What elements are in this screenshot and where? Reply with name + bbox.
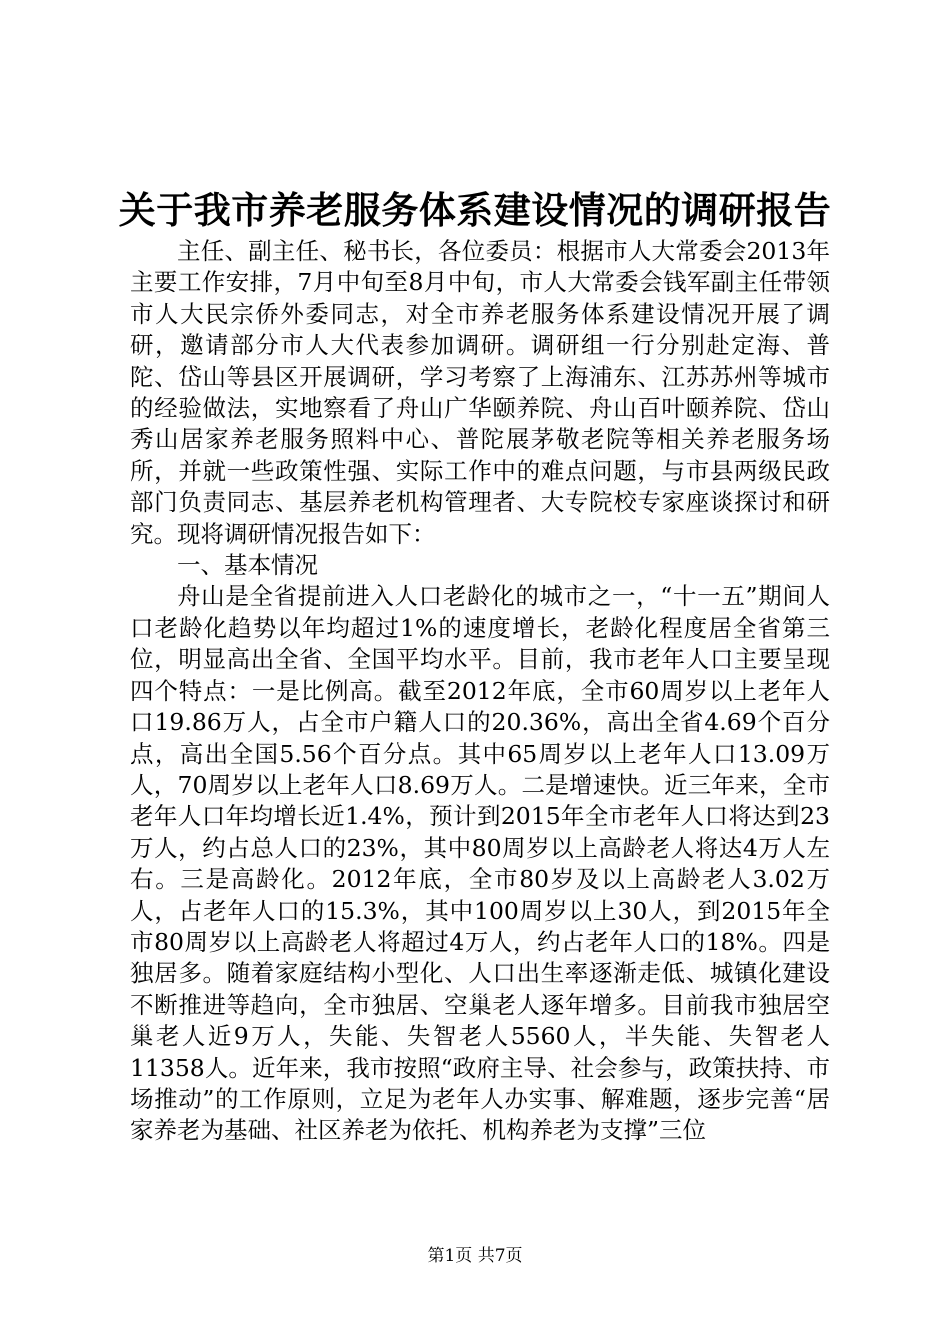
section-heading-basic-situation: 一、基本情况 xyxy=(177,551,318,580)
document-body xyxy=(130,236,830,1147)
basic-situation-paragraph: 舟山是全省提前进入人口老龄化的城市之一，“十一五”期间人口老龄化趋势以年均超过1%的速度增长，老龄化程度居全省第三位，明显高出全省、全国平均水平。目前，我市老年人口主要呈现四个特点：一是比例高。截至2012年底，全市60周岁以上老年人口19.86万人，占全市户籍人口的20.36%，高出全省4.69个百分点，高出全国5.56个百分点。其中65周岁以上老年人口13.09万人，70周岁以上老年人口8.69万人。二是增速快。近三年来，全市老年人口年均增长近1.4%，预计到2015年全市老年人口将达到23万人，约占总人口的23%，其中80周岁以上高龄老人将达4万人左右。三是高龄化。2012年底，全市80岁及以上高龄老人3.02万人，占老年人口的15.3%，其中100周岁以上30人，到2015年全市80周岁以上高龄老人将超过4万人，约占老年人口的18%。四是独居多。随着家庭结构小型化、人口出生率逐渐走低、城镇化建设不断推进等趋向，全市独居、空巢老人逐年增多。目前我市独居空巢老人近9万人，失能、失智老人5560人，半失能、失智老人11358人。近年来，我市按照“政府主导、社会参与，政策扶持、市场推动”的工作原则，立足为老年人办实事、解难题，逐步完善“居家养老为基础、社区养老为依托、机构养老为支撑”三位 xyxy=(130,582,830,1145)
document-title: 关于我市养老服务体系建设情况的调研报告 xyxy=(118,188,832,232)
intro-paragraph: 主任、副主任、秘书长，各位委员：根据市人大常委会2013年主要工作安排，7月中旬至8月中旬，市人大常委会钱军副主任带领市人大民宗侨外委同志，对全市养老服务体系建设情况开展了调研，邀请部分市人大代表参加调研。调研组一行分别赴定海、普陀、岱山等县区开展调研，学习考察了上海浦东、江苏苏州等城市的经验做法，实地察看了舟山广华颐养院、舟山百叶颐养院、岱山秀山居家养老服务照料中心、普陀展茅敬老院等相关养老服务场所，并就一些政策性强、实际工作中的难点问题，与市县两级民政部门负责同志、基层养老机构管理者、大专院校专家座谈探讨和研究。现将调研情况报告如下： xyxy=(130,237,830,548)
page-number-footer: 第1页 共7页 xyxy=(427,1246,523,1266)
